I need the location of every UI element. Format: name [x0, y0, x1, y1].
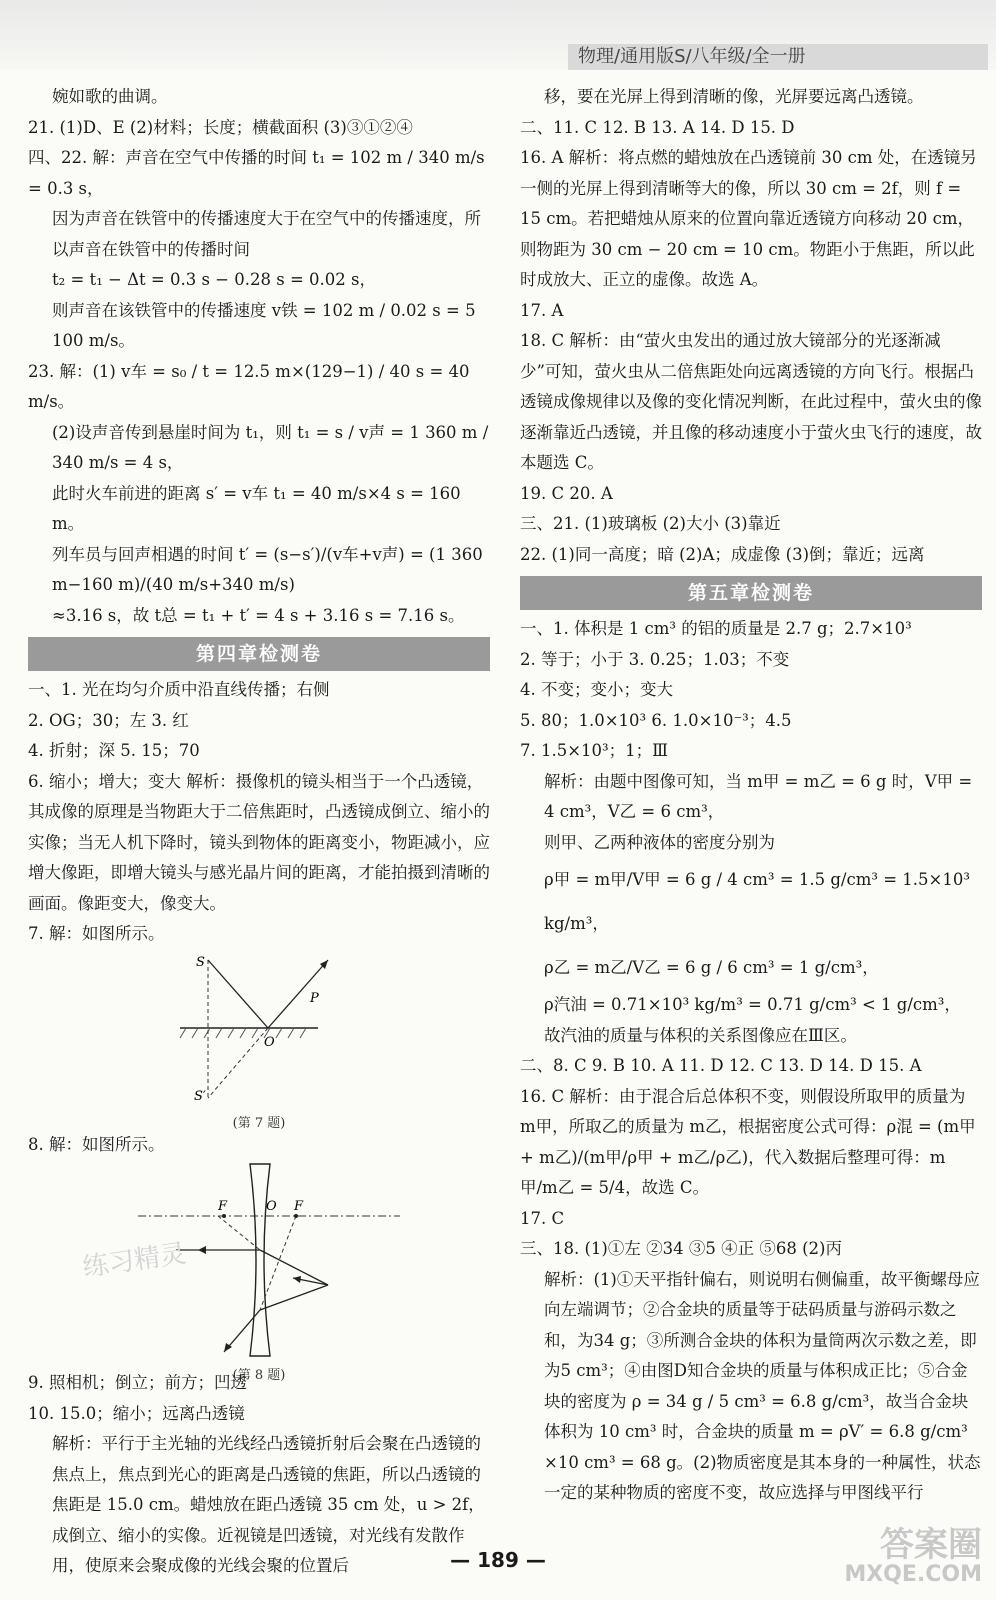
label-f-left: F	[218, 1199, 228, 1214]
text-line: 17. C	[520, 1208, 565, 1228]
figure-7	[28, 950, 490, 1130]
text-line: t₂ = t₁ − Δt = 0.3 s − 0.28 s = 0.02 s，	[52, 270, 376, 289]
text-line: 因为声音在铁管中的传播速度大于在空气中的传播速度，所以声音在铁管中的传播时间	[52, 209, 481, 259]
text-line: 移，要在光屏上得到清晰的像，光屏要远离凸透镜。	[544, 87, 924, 106]
stamp-watermark: 练习精灵	[80, 1238, 188, 1284]
label-s-prime: S′	[194, 1088, 206, 1104]
text-line: 此时火车前进的距离 s′ = v车 t₁ = 40 m/s×4 s = 160 m。	[52, 483, 461, 533]
text-line: 三、21. (1)玻璃板 (2)大小 (3)靠近	[520, 514, 781, 533]
text-line: 婉如歌的曲调。	[52, 87, 168, 106]
right-column	[520, 82, 982, 1509]
text-line: 22. (1)同一高度；暗 (2)A；成虚像 (3)倒；靠近；远离	[520, 544, 925, 564]
header-tag: 物理/通用版S/八年级/全一册	[568, 44, 988, 70]
label-o: O	[266, 1199, 277, 1214]
text-line: 2. 等于；小于 3. 0.25；1.03；不变	[520, 649, 790, 669]
text-line: 则声音在该铁管中的传播速度 v铁 = 102 m / 0.02 s = 5 100 m/s。	[52, 300, 476, 350]
label-o: O	[264, 1034, 275, 1050]
label-f-right: F	[294, 1199, 304, 1214]
text-line: 解析：(1)①天平指针偏右，则说明右侧偏重，故平衡螺母应向左端调节；②合金块的质量等于砝码质量与游码示数之和，为34 g；③所测合金块的体积为量筒两次示数之差，即为5 cm³；④由图D知合金块的质量与体积成正比；⑤合金块的密度为 ρ = 34 g / 5 cm³ = 6.8 g/cm³，故当合金块体积为 10 cm³ 时，合金块的质量 m = ρV′ = 6.8 g/cm³ ×10 cm³ = 68 g。(2)物质密度是其本身的一种属性，状态一定的某种物质的密度不变，故应选择与甲图线平行	[544, 1269, 981, 1502]
text-line: 5. 80；1.0×10³ 6. 1.0×10⁻³；4.5	[520, 710, 792, 730]
text-line: 23. 解：(1) v车 = s₀ / t = 12.5 m×(129−1) / 40 s = 40 m/s。	[28, 361, 470, 411]
text-line: 16. A 解析：将点燃的蜡烛放在凸透镜前 30 cm 处，在透镜另一侧的光屏上得到清晰等大的像，所以 30 cm = 2f，则 f = 15 cm。若把蜡烛从原来的位置向靠近透镜方向移动 20 cm，则物距为 30 cm − 20 cm = 10 cm。物距小于焦距，所以此时成放大、正立的虚像。故选 A。	[520, 148, 977, 289]
text-line: 17. A	[520, 300, 564, 320]
page-header-band	[0, 0, 996, 70]
watermark-title: 答案圈	[880, 1525, 982, 1565]
text-line: ρ汽油 = 0.71×10³ kg/m³ = 0.71 g/cm³ < 1 g/cm³，	[544, 995, 961, 1014]
text-line: 三、18. (1)①左 ②34 ③5 ④正 ⑤68 (2)丙	[520, 1239, 842, 1258]
figure-caption: (第 7 题)	[232, 1115, 286, 1131]
text-line: 列车员与回声相遇的时间 t′ = (s−s′)/(v车+v声) = (1 360 m−160 m)/(40 m/s+340 m/s)	[52, 544, 483, 594]
site-watermark	[832, 1525, 982, 1590]
text-line: ≈3.16 s，故 t总 = t₁ + t′ = 4 s + 3.16 s = 7.16 s。	[52, 605, 465, 625]
section-title-ch5: 第五章检测卷	[520, 576, 982, 610]
text-line: 7. 解：如图所示。	[28, 924, 165, 943]
text-line: 2. OG；30；左 3. 红	[28, 710, 189, 730]
figure-caption: (第 8 题)	[232, 1368, 286, 1383]
text-line: 解析：平行于主光轴的光线经凸透镜折射后会聚在凸透镜的焦点上，焦点到光心的距离是凸透镜的焦距，所以凸透镜的焦距是 15.0 cm。蜡烛放在距凸透镜 35 cm 处，u > 2f，成倒立、缩小的实像。近视镜是凹透镜，对光线有发散作用，使原来会聚成像的光线会聚的位置后	[52, 1434, 485, 1575]
text-line: 四、22. 解：声音在空气中传播的时间 t₁ = 102 m / 340 m/s = 0.3 s，	[28, 148, 485, 198]
text-line: 10. 15.0；缩小；远离凸透镜	[28, 1403, 245, 1423]
text-line: 9. 照相机；倒立；前方；凹透	[28, 1373, 247, 1392]
reflection-diagram	[28, 950, 490, 1130]
text-line: 6. 缩小；增大；变大 解析：摄像机的镜头相当于一个凸透镜，其成像的原理是当物距大于二倍焦距时，凸透镜成倒立、缩小的实像；当无人机下降时，镜头到物体的距离变小，物距减小，应增大像距，即增大镜头与感光晶片间的距离，才能拍摄到清晰的画面。像距变大，像变大。	[28, 771, 490, 913]
formula-line: ρ乙 = m乙/V乙 = 6 g / 6 cm³ = 1 g/cm³，	[544, 958, 879, 977]
text-line: 21. (1)D、E (2)材料；长度；横截面积 (3)③①②④	[28, 117, 413, 137]
text-line: 二、8. C 9. B 10. A 11. D 12. C 13. D 14. D 15. A	[520, 1056, 922, 1075]
text-line: 19. C 20. A	[520, 483, 613, 503]
page-number: — 189 —	[450, 1548, 546, 1572]
text-line: 二、11. C 12. B 13. A 14. D 15. D	[520, 117, 795, 137]
text-line: 故汽油的质量与体积的关系图像应在Ⅲ区。	[544, 1025, 857, 1045]
text-line: 解析：由题中图像可知，当 m甲 = m乙 = 6 g 时，V甲 = 4 cm³，V乙 = 6 cm³，	[544, 771, 973, 821]
text-line: 8. 解：如图所示。	[28, 1134, 165, 1154]
section-title-ch4: 第四章检测卷	[28, 637, 490, 671]
text-line: 4. 不变；变小；变大	[520, 680, 673, 699]
text-line: 18. C 解析：由“萤火虫发出的通过放大镜部分的光逐渐减少”可知，萤火虫从二倍焦距处向远离透镜的方向飞行。根据凸透镜成像规律以及像的变化情况判断，在此过程中，萤火虫的像逐渐靠近凸透镜，并且像的移动速度小于萤火虫飞行的速度，故本题选 C。	[520, 331, 982, 472]
label-s: S	[196, 954, 205, 970]
text-line: 一、1. 体积是 1 cm³ 的铝的质量是 2.7 g；2.7×10³	[520, 619, 912, 638]
text-line: (2)设声音传到悬崖时间为 t₁，则 t₁ = s / v声 = 1 360 m / 340 m/s = 4 s，	[52, 422, 489, 472]
text-line: 4. 折射；深 5. 15；70	[28, 741, 200, 760]
text-line: 16. C 解析：由于混合后总体积不变，则假设所取甲的质量为 m甲，所取乙的质量为 m乙，根据密度公式可得：ρ混 = (m甲 + m乙)/(m甲/ρ甲 + m乙/ρ乙)，代入数据后整理可得：m甲/m乙 = 5/4，故选 C。	[520, 1086, 976, 1197]
text-line: 7. 1.5×10³；1；Ⅲ	[520, 741, 669, 760]
text-line: 一、1. 光在均匀介质中沿直线传播；右侧	[28, 680, 330, 699]
text-line: 则甲、乙两种液体的密度分别为	[544, 832, 775, 852]
formula-line: ρ甲 = m甲/V甲 = 6 g / 4 cm³ = 1.5 g/cm³ = 1.5×10³ kg/m³，	[544, 870, 970, 933]
watermark-url: MXQE.COM	[844, 1562, 982, 1587]
left-column	[28, 82, 490, 1582]
label-p: P	[310, 990, 319, 1006]
